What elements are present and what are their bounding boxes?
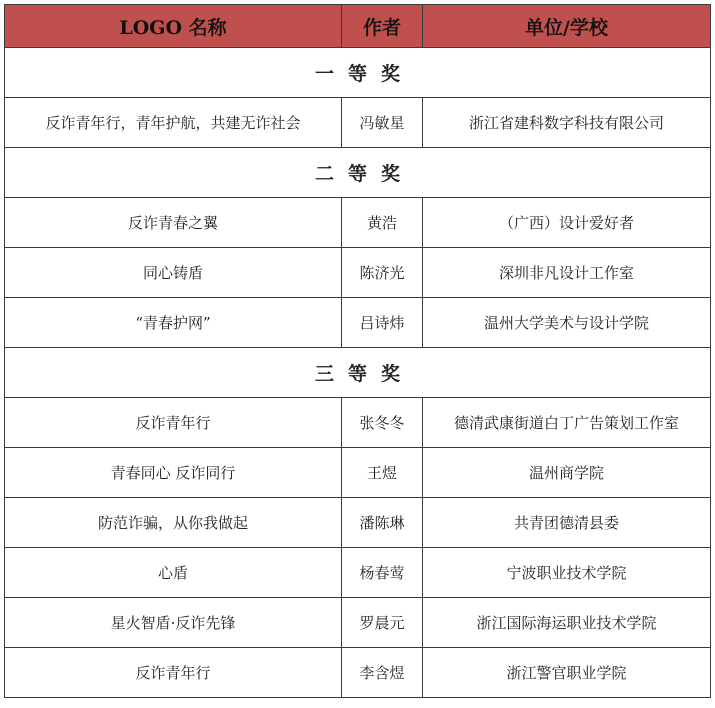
unit-cell: 温州大学美术与设计学院 — [423, 298, 711, 348]
logo-name-cell: 反诈青年行 — [5, 398, 342, 448]
logo-name-cell: 反诈青春之翼 — [5, 198, 342, 248]
table-row — [5, 198, 711, 248]
unit-cell: （广西）设计爱好者 — [423, 198, 711, 248]
logo-name-cell: 防范诈骗，从你我做起 — [5, 498, 342, 548]
unit-cell: 浙江省建科数字科技有限公司 — [423, 98, 711, 148]
unit-cell: 浙江国际海运职业技术学院 — [423, 598, 711, 648]
logo-name-cell: 星火智盾·反诈先锋 — [5, 598, 342, 648]
author-cell: 张冬冬 — [342, 398, 423, 448]
table-row — [5, 448, 711, 498]
unit-cell: 浙江警官职业学院 — [423, 648, 711, 698]
unit-cell: 深圳非凡设计工作室 — [423, 248, 711, 298]
author-cell: 潘陈琳 — [342, 498, 423, 548]
tier-row-third — [5, 348, 711, 398]
unit-cell: 温州商学院 — [423, 448, 711, 498]
header-logo-name: LOGO 名称 — [5, 5, 342, 48]
table-row — [5, 98, 711, 148]
tier-title: 二等奖 — [5, 148, 711, 198]
logo-name-cell: 青春同心 反诈同行 — [5, 448, 342, 498]
author-cell: 冯敏星 — [342, 98, 423, 148]
table-row — [5, 248, 711, 298]
logo-name-cell: 同心铸盾 — [5, 248, 342, 298]
author-cell: 吕诗炜 — [342, 298, 423, 348]
table-row — [5, 598, 711, 648]
author-cell: 李含煜 — [342, 648, 423, 698]
tier-title: 一等奖 — [5, 48, 711, 98]
awards-table — [4, 4, 711, 698]
logo-name-cell: 心盾 — [5, 548, 342, 598]
table-row — [5, 498, 711, 548]
header-author: 作者 — [342, 5, 423, 48]
table-row — [5, 648, 711, 698]
table-row — [5, 398, 711, 448]
author-cell: 杨春莺 — [342, 548, 423, 598]
author-cell: 黄浩 — [342, 198, 423, 248]
header-row — [5, 5, 711, 48]
author-cell: 陈济光 — [342, 248, 423, 298]
unit-cell: 德清武康街道白丁广告策划工作室 — [423, 398, 711, 448]
table-row — [5, 298, 711, 348]
logo-name-cell: 反诈青年行，青年护航，共建无诈社会 — [5, 98, 342, 148]
logo-name-cell: “青春护网” — [5, 298, 342, 348]
tier-title: 三等奖 — [5, 348, 711, 398]
table-row — [5, 548, 711, 598]
header-unit: 单位/学校 — [423, 5, 711, 48]
tier-row-second — [5, 148, 711, 198]
unit-cell: 宁波职业技术学院 — [423, 548, 711, 598]
author-cell: 王煜 — [342, 448, 423, 498]
tier-row-first — [5, 48, 711, 98]
author-cell: 罗晨元 — [342, 598, 423, 648]
logo-name-cell: 反诈青年行 — [5, 648, 342, 698]
unit-cell: 共青团德清县委 — [423, 498, 711, 548]
